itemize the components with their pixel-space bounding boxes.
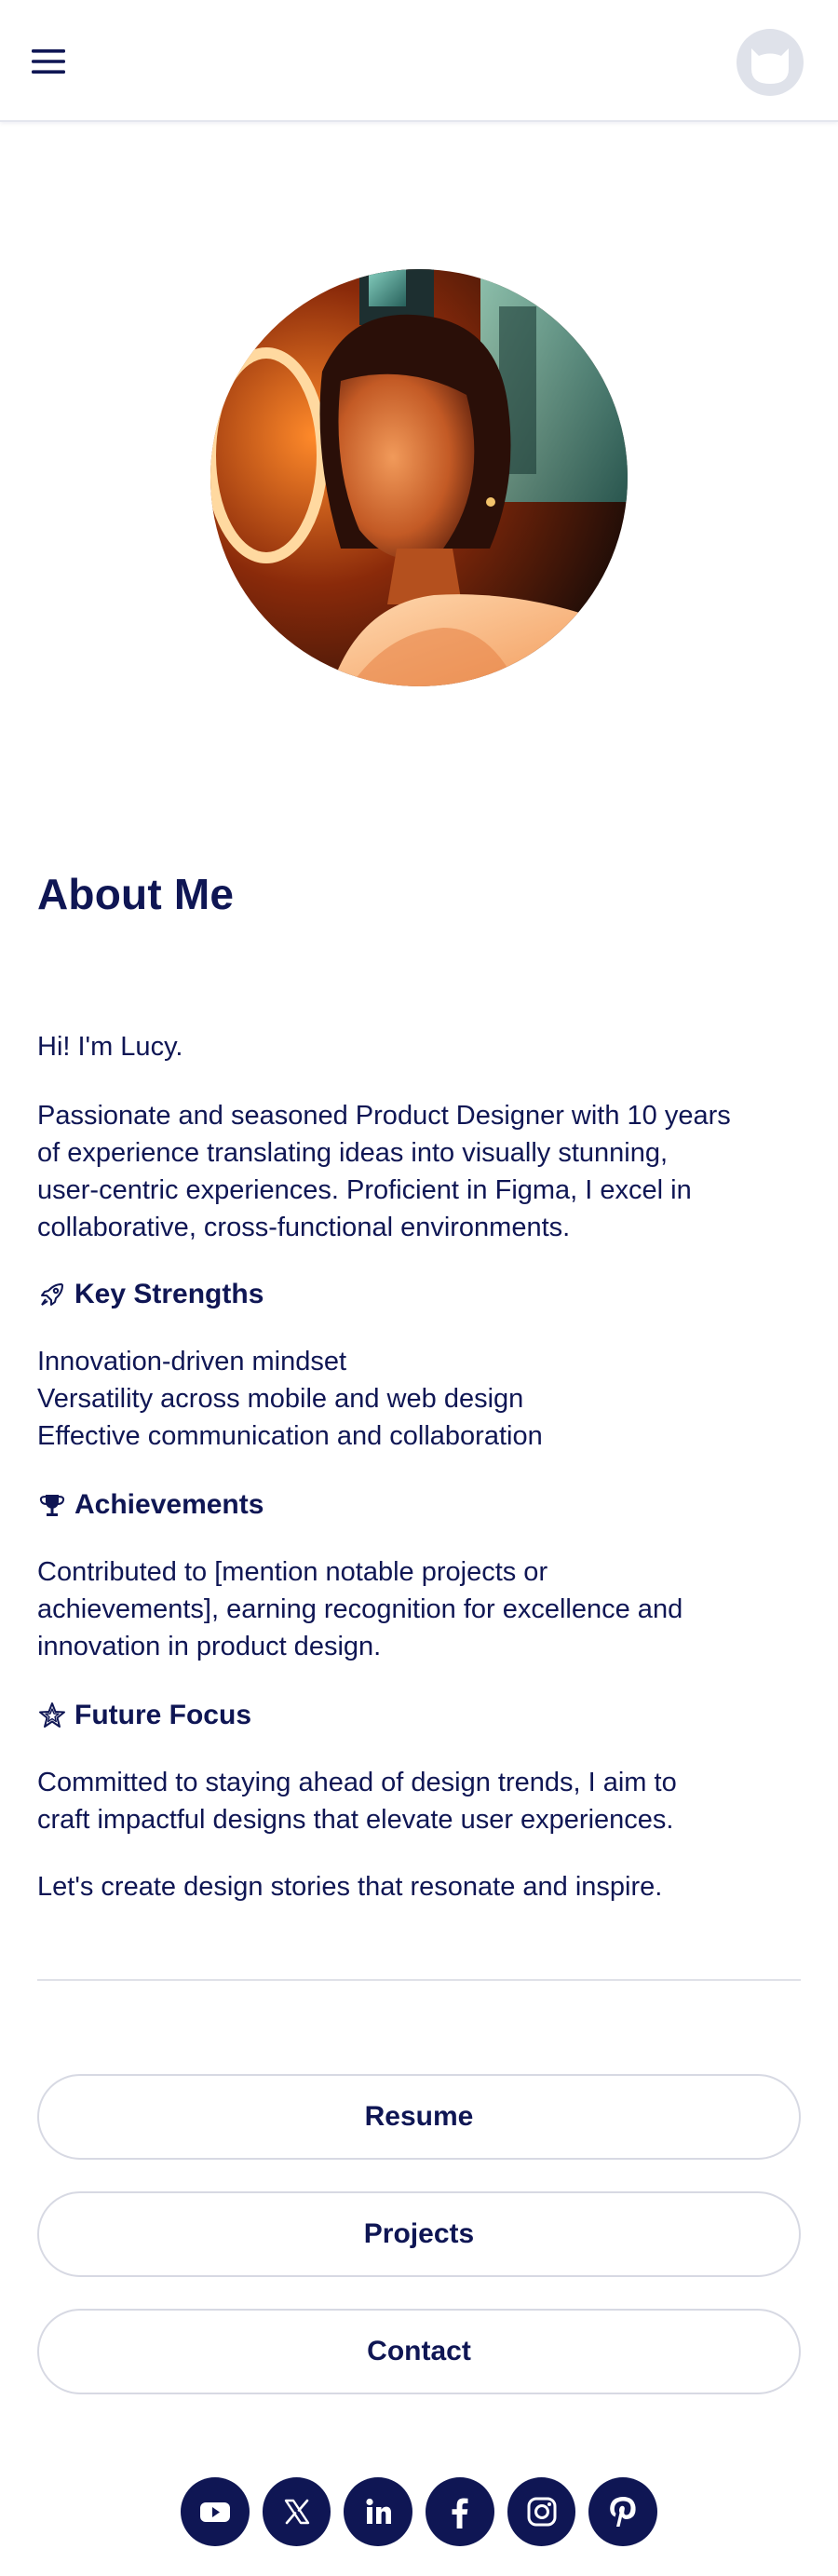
- intro-line: user-centric experiences. Proficient in Figma, I excel in: [37, 1175, 692, 1205]
- top-bar: [0, 0, 838, 122]
- section-title: Key Strengths: [74, 1279, 264, 1309]
- achievement-line: innovation in product design.: [37, 1632, 382, 1661]
- linkedin-icon[interactable]: [344, 2477, 412, 2546]
- profile-photo: [210, 269, 628, 686]
- future-line: Committed to staying ahead of design trends, I aim to: [37, 1768, 677, 1797]
- rocket-icon: [37, 1280, 67, 1309]
- section-title: Future Focus: [74, 1700, 252, 1730]
- intro-line: Passionate and seasoned Product Designer with 10 years: [37, 1101, 731, 1131]
- section-title: Achievements: [74, 1489, 264, 1520]
- closing-text: Let's create design stories that resonate and inspire.: [37, 1872, 663, 1902]
- instagram-icon[interactable]: [507, 2477, 576, 2546]
- strength-item: Effective communication and collaboration: [37, 1421, 543, 1451]
- future-focus-text: [37, 1764, 803, 1838]
- social-links: [181, 2477, 657, 2546]
- intro-line: of experience translating ideas into visually stunning,: [37, 1138, 669, 1168]
- facebook-icon[interactable]: [426, 2477, 494, 2546]
- contact-button[interactable]: Contact: [37, 2309, 801, 2394]
- x-icon[interactable]: [263, 2477, 331, 2546]
- achievement-line: Contributed to [mention notable projects or: [37, 1557, 548, 1587]
- strength-item: Versatility across mobile and web design: [37, 1384, 524, 1414]
- divider: [37, 1979, 801, 1981]
- trophy-icon: [37, 1490, 67, 1520]
- menu-button[interactable]: [24, 37, 73, 86]
- future-line: craft impactful designs that elevate user experiences.: [37, 1805, 674, 1835]
- pinterest-icon[interactable]: [588, 2477, 657, 2546]
- achievements-heading: [37, 1486, 264, 1524]
- achievement-line: achievements], earning recognition for excellence and: [37, 1594, 683, 1624]
- youtube-icon[interactable]: [181, 2477, 250, 2546]
- key-strengths-heading: [37, 1276, 264, 1313]
- resume-button[interactable]: Resume: [37, 2074, 801, 2160]
- greeting-text: Hi! I'm Lucy.: [37, 1032, 183, 1062]
- key-strengths-list: [37, 1343, 803, 1455]
- future-focus-heading: [37, 1697, 251, 1734]
- projects-button[interactable]: Projects: [37, 2191, 801, 2277]
- hamburger-menu-icon: [32, 48, 65, 75]
- strength-item: Innovation-driven mindset: [37, 1347, 347, 1376]
- achievements-text: [37, 1553, 803, 1665]
- about-title: About Me: [37, 870, 235, 918]
- intro-line: collaborative, cross-functional environments.: [37, 1213, 571, 1242]
- star-icon: [37, 1701, 67, 1730]
- intro-paragraph: [37, 1097, 803, 1246]
- cat-head-logo-icon[interactable]: [736, 28, 804, 97]
